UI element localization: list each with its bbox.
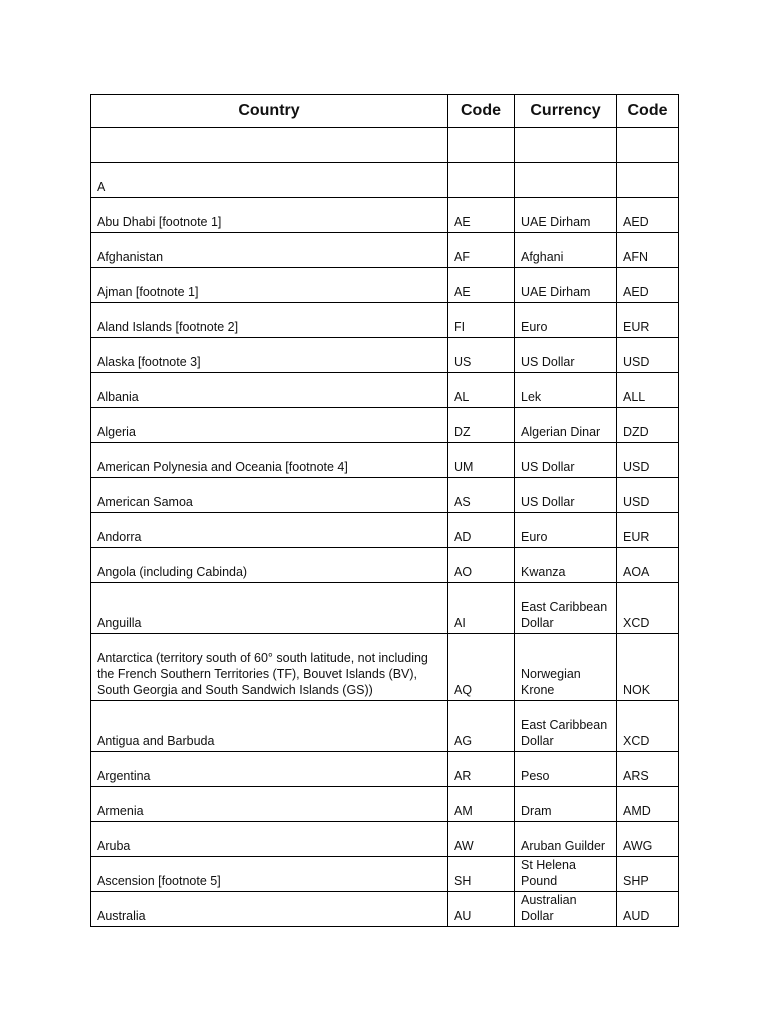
country-cell: Antigua and Barbuda <box>91 701 448 752</box>
currency-code-cell: SHP <box>617 857 679 892</box>
table-header-row <box>91 95 679 128</box>
table-row <box>91 752 679 787</box>
table-row <box>91 338 679 373</box>
country-code-cell: AE <box>448 268 515 303</box>
country-cell: Ascension [footnote 5] <box>91 857 448 892</box>
currency-cell: Euro <box>515 513 617 548</box>
table-row <box>91 373 679 408</box>
country-cell: Armenia <box>91 787 448 822</box>
currency-cell: East Caribbean Dollar <box>515 701 617 752</box>
currency-code-cell: AFN <box>617 233 679 268</box>
currency-code-cell: EUR <box>617 513 679 548</box>
table-row <box>91 634 679 701</box>
currency-cell: Afghani <box>515 233 617 268</box>
country-code-cell: DZ <box>448 408 515 443</box>
currency-cell: Aruban Guilder <box>515 822 617 857</box>
currency-cell: UAE Dirham <box>515 198 617 233</box>
section-letter: A <box>91 163 448 198</box>
currency-code-cell: AUD <box>617 892 679 927</box>
table-row <box>91 583 679 634</box>
country-cell: Andorra <box>91 513 448 548</box>
currency-code-cell: XCD <box>617 583 679 634</box>
country-cell: Alaska [footnote 3] <box>91 338 448 373</box>
country-code-cell: AR <box>448 752 515 787</box>
currency-cell: US Dollar <box>515 443 617 478</box>
country-code-cell: AI <box>448 583 515 634</box>
table-row <box>91 892 679 927</box>
country-code-cell: AE <box>448 198 515 233</box>
country-code-cell: AQ <box>448 634 515 701</box>
country-cell: Aland Islands [footnote 2] <box>91 303 448 338</box>
table-body <box>91 128 679 927</box>
country-code-cell: AU <box>448 892 515 927</box>
currency-cell: Peso <box>515 752 617 787</box>
country-code-cell: AG <box>448 701 515 752</box>
country-cell: American Polynesia and Oceania [footnote 4] <box>91 443 448 478</box>
table-row <box>91 701 679 752</box>
currency-cell: Euro <box>515 303 617 338</box>
country-cell: Argentina <box>91 752 448 787</box>
currency-code-cell: USD <box>617 338 679 373</box>
currency-cell: Australian Dollar <box>515 892 617 927</box>
country-cell: Albania <box>91 373 448 408</box>
currency-code-cell: NOK <box>617 634 679 701</box>
currency-table <box>90 94 679 927</box>
table-row <box>91 478 679 513</box>
section-row <box>91 163 679 198</box>
table-row <box>91 513 679 548</box>
currency-cell: St Helena Pound <box>515 857 617 892</box>
currency-code-cell: USD <box>617 443 679 478</box>
currency-code-cell: DZD <box>617 408 679 443</box>
currency-cell: Kwanza <box>515 548 617 583</box>
currency-code-cell: AED <box>617 268 679 303</box>
country-cell: American Samoa <box>91 478 448 513</box>
currency-code-cell: EUR <box>617 303 679 338</box>
header-currency: Currency <box>515 95 617 128</box>
currency-cell: US Dollar <box>515 338 617 373</box>
country-code-cell: AM <box>448 787 515 822</box>
table-row <box>91 408 679 443</box>
country-cell: Angola (including Cabinda) <box>91 548 448 583</box>
country-code-cell: AF <box>448 233 515 268</box>
header-country-code: Code <box>448 95 515 128</box>
country-code-cell: FI <box>448 303 515 338</box>
table-row <box>91 303 679 338</box>
country-code-cell: AL <box>448 373 515 408</box>
country-code-cell: UM <box>448 443 515 478</box>
currency-code-cell: AED <box>617 198 679 233</box>
table-row <box>91 443 679 478</box>
country-cell: Afghanistan <box>91 233 448 268</box>
table-row <box>91 857 679 892</box>
table-row <box>91 548 679 583</box>
country-cell: Abu Dhabi [footnote 1] <box>91 198 448 233</box>
currency-cell: UAE Dirham <box>515 268 617 303</box>
currency-code-cell: XCD <box>617 701 679 752</box>
currency-code-cell: ALL <box>617 373 679 408</box>
country-cell: Anguilla <box>91 583 448 634</box>
currency-cell: East Caribbean Dollar <box>515 583 617 634</box>
currency-cell: US Dollar <box>515 478 617 513</box>
currency-code-cell: AMD <box>617 787 679 822</box>
currency-cell: Norwegian Krone <box>515 634 617 701</box>
currency-code-cell: AWG <box>617 822 679 857</box>
table-row <box>91 822 679 857</box>
table-row <box>91 787 679 822</box>
country-cell: Antarctica (territory south of 60° south latitude, not including the French Southern Territories (TF), Bouvet Islands (BV), South Georgia and South Sandwich Islands (GS)) <box>91 634 448 701</box>
country-cell: Australia <box>91 892 448 927</box>
country-cell: Aruba <box>91 822 448 857</box>
country-code-cell: US <box>448 338 515 373</box>
country-cell: Algeria <box>91 408 448 443</box>
currency-cell: Algerian Dinar <box>515 408 617 443</box>
table-row <box>91 233 679 268</box>
table-row <box>91 268 679 303</box>
currency-code-cell: ARS <box>617 752 679 787</box>
currency-cell: Lek <box>515 373 617 408</box>
country-code-cell: AD <box>448 513 515 548</box>
currency-cell: Dram <box>515 787 617 822</box>
country-code-cell: AW <box>448 822 515 857</box>
country-code-cell: AS <box>448 478 515 513</box>
table-row <box>91 198 679 233</box>
country-cell: Ajman [footnote 1] <box>91 268 448 303</box>
country-code-cell: SH <box>448 857 515 892</box>
header-currency-code: Code <box>617 95 679 128</box>
header-country: Country <box>91 95 448 128</box>
currency-code-cell: USD <box>617 478 679 513</box>
blank-row <box>91 128 679 163</box>
country-code-cell: AO <box>448 548 515 583</box>
currency-code-cell: AOA <box>617 548 679 583</box>
